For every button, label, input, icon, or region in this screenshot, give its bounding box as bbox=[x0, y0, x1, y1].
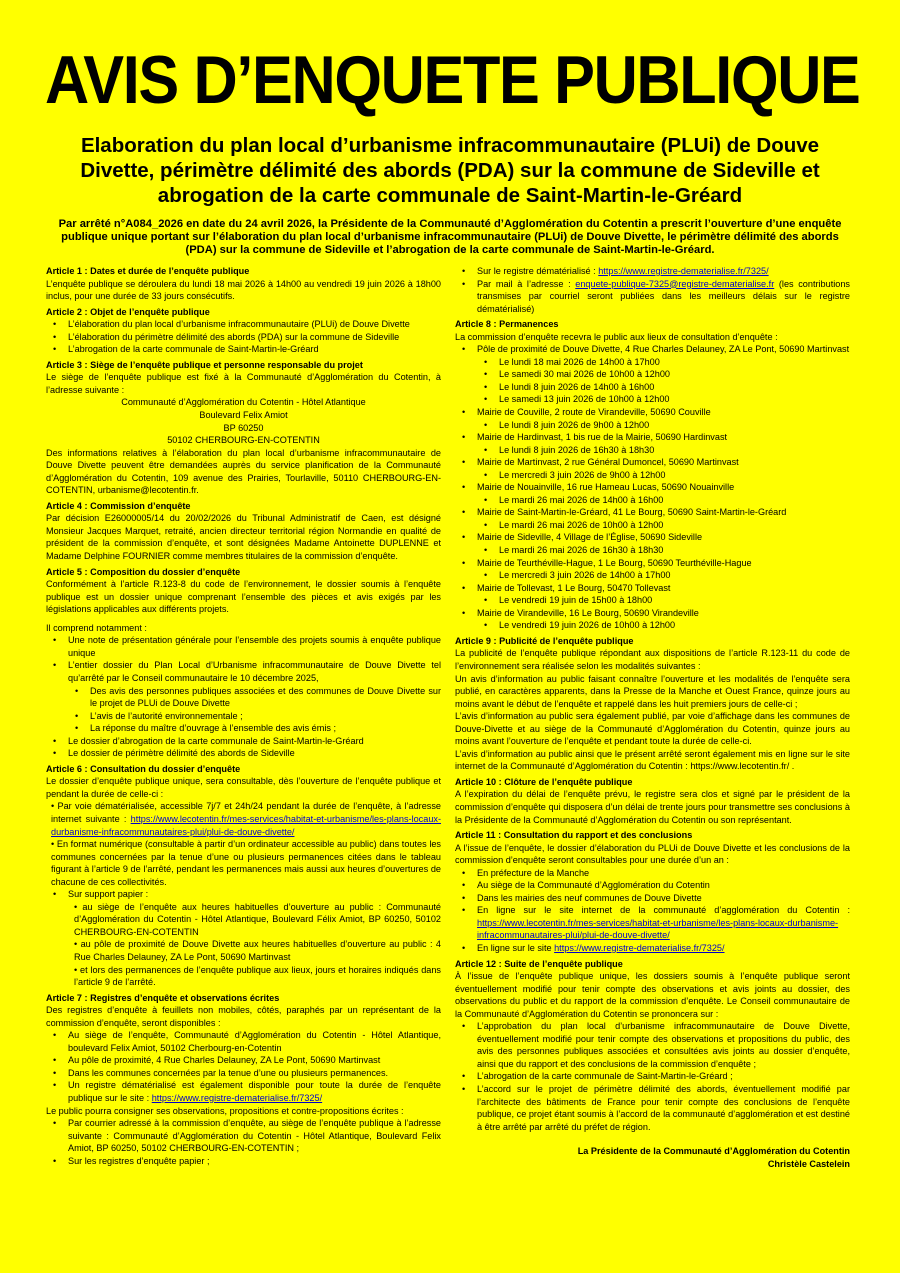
plui-link[interactable]: https://www.lecotentin.fr/mes-services/habitat-et-urbanisme/les-plans-locaux-durbanisme-infracommunautaires-plui/plui-de-douve-divette/ bbox=[477, 917, 839, 941]
place-item bbox=[455, 557, 850, 582]
place-name: Mairie de Couville, 2 route de Virandeville, 50690 Couville bbox=[477, 407, 711, 418]
list-item bbox=[46, 888, 441, 988]
list-item: • Au pôle de proximité, 4 Rue Charles Delauney, ZA Le Pont, 50690 Martinvast bbox=[46, 1054, 441, 1067]
article-10-text: A l’expiration du délai de l’enquête prévu, le registre sera clos et signé par le président de la commission d’enquête qui disposera d’un délai de trente jours pour transmettre ses conclusions à la Présidente de la Communauté d’Agglomération du Cotentin ou son représentant. bbox=[455, 789, 850, 825]
right-column bbox=[455, 265, 850, 1170]
article-6-online-text: • Par voie dématérialisée, accessible 7j/7 et 24h/24 pendant la durée de l’enquête, à l’adresse internet suivante : bbox=[51, 801, 441, 824]
list-item bbox=[46, 1079, 441, 1104]
list-item-text: Sur le registre dématérialisé : bbox=[477, 266, 596, 276]
article-7-observations-list-cont bbox=[455, 265, 850, 315]
intro-paragraph: Par arrêté n°A084_2026 en date du 24 avril 2026, la Présidente de la Communauté d’Agglomération du Cotentin a prescrit l’ouverture d’une enquête publique unique portant sur l’élaboration du plan local d’urbanisme infracommunautaire (PLUi) de Douve Divette, le périmètre délimité des abords (PDA) sur la commune de Sideville et l’abrogation de la carte communale de Saint-Martin-le-Gréard. bbox=[58, 218, 842, 256]
place-name: Mairie de Martinvast, 2 rue Général Dumoncel, 50690 Martinvast bbox=[477, 457, 739, 468]
address-line: 50102 CHERBOURG-EN-COTENTIN bbox=[167, 435, 320, 446]
dates-list bbox=[455, 594, 850, 607]
list-item: • Le dossier d’abrogation de la carte communale de Saint-Martin-le-Gréard bbox=[46, 735, 441, 748]
date-item: • Le lundi 8 juin 2026 de 14h00 à 16h00 bbox=[455, 381, 850, 394]
list-item: • Des avis des personnes publiques associées et des communes de Douve Divette sur le projet de PLUi de Douve Divette bbox=[46, 685, 441, 710]
article-1-heading: Article 1 : Dates et durée de l’enquête publique bbox=[46, 266, 250, 276]
article-3-info: Des informations relatives à l’élaboration du plan local d’urbanisme infracommunautaire de Douve Divette peuvent être demandées auprès du service planification de la Communauté d’Agglomération du Cotentin, 109 avenue des Prairies, Tourlaville, 50110 CHERBOURG-EN-COTENTIN, urbanisme@lecotentin.fr. bbox=[46, 447, 441, 496]
address-line: Boulevard Felix Amiot bbox=[199, 410, 288, 421]
date-item: • Le mardi 26 mai 2026 de 14h00 à 16h00 bbox=[455, 494, 850, 507]
address-line: Communauté d’Agglomération du Cotentin - Hôtel Atlantique bbox=[121, 397, 366, 408]
dates-list bbox=[455, 444, 850, 457]
article-2-list bbox=[46, 318, 441, 356]
date-item: • Le mercredi 3 juin 2026 de 9h00 à 12h00 bbox=[455, 469, 850, 482]
place-name: Mairie de Teurthéville-Hague, 1 Le Bourg, 50690 Teurthéville-Hague bbox=[477, 557, 752, 568]
date-item: • Le vendredi 19 juin 2026 de 10h00 à 12h00 bbox=[455, 619, 850, 632]
place-item bbox=[455, 582, 850, 607]
article-7-observations: Le public pourra consigner ses observations, propositions et contre-propositions écrites : bbox=[46, 1105, 404, 1116]
place-name: Mairie de Nouainville, 16 rue Hameau Lucas, 50690 Nouainville bbox=[477, 482, 735, 493]
list-item-text: Un registre dématérialisé est également disponible pour toute la durée de l’enquête publique sur le site : bbox=[68, 1080, 441, 1103]
list-item: • Au siège de la Communauté d’Agglomération du Cotentin bbox=[455, 879, 850, 892]
date-item: • Le samedi 30 mai 2026 de 10h00 à 12h00 bbox=[455, 368, 850, 381]
list-item-text: L’entier dossier du Plan Local d’Urbanisme infracommunautaire de Douve Divette tel qu’arrêté par le Conseil communautaire le 10 décembre 2025, bbox=[68, 660, 441, 683]
date-item: • Le vendredi 19 juin de 15h00 à 18h00 bbox=[455, 594, 850, 607]
place-item bbox=[455, 607, 850, 632]
list-item: • Au siège de l’enquête, Communauté d’Agglomération du Cotentin - Hôtel Atlantique, boulevard Felix Amiot, 50102 Cherbourg-en-Cotentin bbox=[46, 1029, 441, 1054]
article-9-text: L’avis d’information au public ainsi que le présent arrêté seront également mis en ligne sur le site internet de la Communauté d’Agglomération du Cotentin : https://www.lecotentin.fr/ . bbox=[455, 748, 850, 772]
subtitle: Elaboration du plan local d’urbanisme infracommunautaire (PLUi) de Douve Divette, périmètre délimité des abords (PDA) sur la commune de Sideville et abrogation de la carte communale de Saint-Martin-le-Gréard bbox=[80, 134, 820, 207]
list-item bbox=[455, 904, 850, 942]
article-5-text: Conformément à l’article R.123-8 du code de l’environnement, le dossier soumis à l’enquête publique est un dossier unique comprenant l’ensemble des pièces et avis exigés par les législations applicables aux différents projets. bbox=[46, 579, 441, 615]
registry-link[interactable]: https://www.registre-dematerialise.fr/7325/ bbox=[151, 1093, 323, 1103]
list-item bbox=[455, 278, 850, 316]
date-item: • Le lundi 18 mai 2026 de 14h00 à 17h00 bbox=[455, 356, 850, 369]
list-item: • En préfecture de la Manche bbox=[455, 867, 850, 880]
dates-list bbox=[455, 469, 850, 482]
signature-name: Christèle Castelein bbox=[767, 1158, 850, 1169]
support-item: • au siège de l’enquête aux heures habituelles d’ouverture au public : Communauté d’Agglomération du Cotentin - Hôtel Atlantique, Boulevard Félix Amiot, BP 60250, 50102 CHERBOURG-EN-COTENTIN bbox=[74, 901, 441, 937]
dates-list bbox=[455, 619, 850, 632]
article-5-heading: Article 5 : Composition du dossier d’enquête bbox=[46, 566, 241, 577]
article-8-text: La commission d’enquête recevra le public aux lieux de consultation d’enquête : bbox=[455, 331, 778, 342]
place-name: Mairie de Hardinvast, 1 bis rue de la Mairie, 50690 Hardinvast bbox=[477, 432, 728, 443]
support-item: • et lors des permanences de l’enquête publique aux lieux, jours et horaires indiqués dans l’article 9 de l’arrêté. bbox=[74, 964, 441, 988]
place-item bbox=[455, 481, 850, 506]
address-line: BP 60250 bbox=[223, 422, 264, 433]
article-5-intro: Il comprend notamment : bbox=[46, 622, 147, 633]
article-6-text: Le dossier d’enquête publique unique, sera consultable, dès l’ouverture de l’enquête publique et pendant la durée de celle-ci : bbox=[46, 776, 441, 799]
article-5-sublist bbox=[46, 685, 441, 735]
list-item: • L’élaboration du périmètre délimité des abords (PDA) sur la commune de Sideville bbox=[46, 331, 441, 344]
article-7-heading: Article 7 : Registres d’enquête et observations écrites bbox=[46, 992, 280, 1003]
list-item bbox=[455, 265, 850, 278]
article-12-list bbox=[455, 1020, 850, 1133]
place-item bbox=[455, 531, 850, 556]
place-name: Mairie de Tollevast, 1 Le Bourg, 50470 Tollevast bbox=[477, 582, 671, 593]
article-9-text: L’avis d’information au public sera également publié, par voie d’affichage dans les communes de Douve-Divette et au siège de la Communauté d’Agglomération du Cotentin, quinze jours au moins avant l’ouverture de l’enquête et pendant toute la durée de celle-ci. bbox=[455, 711, 850, 747]
article-8-heading: Article 8 : Permanences bbox=[455, 319, 559, 330]
list-item: • Une note de présentation générale pour l’ensemble des projets soumis à enquête publique unique bbox=[46, 634, 441, 659]
registry-link[interactable]: https://www.registre-dematerialise.fr/7325/ bbox=[554, 942, 725, 953]
article-6-online bbox=[46, 800, 441, 838]
list-item-text: (les contributions transmises par courriel seront publiées dans les meilleurs délais sur le registre dématérialisé) bbox=[477, 278, 850, 314]
list-item: • L’élaboration du plan local d’urbanisme infracommunautaire (PLUi) de Douve Divette bbox=[46, 318, 441, 331]
article-11-text: A l’issue de l’enquête, le dossier d’élaboration du PLUi de Douve Divette et les conclusions de la commission d’enquête seront consultables pour une durée d’un an : bbox=[455, 842, 850, 866]
email-link[interactable]: enquete-publique-7325@registre-dematerialise.fr bbox=[575, 278, 775, 289]
article-2-heading: Article 2 : Objet de l’enquête publique bbox=[46, 306, 210, 317]
dates-list bbox=[455, 569, 850, 582]
list-item-text: En ligne sur le site internet de la communauté d’agglomération du Cotentin : bbox=[477, 905, 850, 916]
list-item: • Dans les communes concernées par la tenue d’une ou plusieurs permanences. bbox=[46, 1067, 441, 1080]
dates-list bbox=[455, 544, 850, 557]
place-item bbox=[455, 506, 850, 531]
article-6-digital: • En format numérique (consultable à partir d’un ordinateur accessible au public) dans toutes les communes concernées par la tenue d’une ou plusieurs permanences citées dans le tableau figurant à l’article 9 de l’arrêté, pendant les permanences mais aussi aux heures d’ouvertures de chacune de ces collectivités. bbox=[51, 839, 441, 887]
signature bbox=[455, 1145, 850, 1170]
list-item: • Dans les mairies des neuf communes de Douve Divette bbox=[455, 892, 850, 905]
left-column bbox=[46, 265, 441, 1167]
list-item: • L’abrogation de la carte communale de Saint-Martin-le-Gréard bbox=[46, 343, 441, 356]
date-item: • Le lundi 8 juin 2026 de 16h30 à 18h30 bbox=[455, 444, 850, 457]
plui-link[interactable]: https://www.lecotentin.fr/mes-services/habitat-et-urbanisme/les-plans-locaux-durbanisme-infracommunautaires-plui/plui-de-douve-divette/ bbox=[51, 813, 441, 837]
article-1-text: L’enquête publique se déroulera du lundi 18 mai 2026 à 14h00 au vendredi 19 juin 2026 à 18h00 inclus, pour une durée de 33 jours consécutifs. bbox=[46, 278, 441, 302]
date-item: • Le lundi 8 juin 2026 de 9h00 à 12h00 bbox=[455, 419, 850, 432]
page-title: AVIS D’ENQUETE PUBLIQUE bbox=[45, 42, 860, 118]
dates-list bbox=[455, 519, 850, 532]
list-item-text: En ligne sur le site bbox=[477, 942, 552, 953]
place-item bbox=[455, 343, 850, 406]
article-4-heading: Article 4 : Commission d’enquête bbox=[46, 500, 191, 511]
article-5-list bbox=[46, 634, 441, 759]
permanences-list bbox=[455, 343, 850, 632]
article-7-list bbox=[46, 1029, 441, 1104]
article-9-heading: Article 9 : Publicité de l’enquête publique bbox=[455, 635, 634, 646]
place-item bbox=[455, 456, 850, 481]
dates-list bbox=[455, 419, 850, 432]
article-7-observations-list bbox=[46, 1117, 441, 1167]
list-item: • Sur les registres d’enquête papier ; bbox=[46, 1155, 441, 1168]
article-10-heading: Article 10 : Clôture de l’enquête publique bbox=[455, 776, 633, 787]
list-item-text: Sur support papier : bbox=[68, 889, 149, 900]
list-item: • L’avis de l’autorité environnementale ; bbox=[46, 710, 441, 723]
article-9-text: Un avis d’information au public faisant connaître l’ouverture et les modalités de l’enquête sera publié, en caractères apparents, dans la Presse de la Manche et Ouest France, quinze jours au moins avant le début de l’enquête et rappelé dans les huit premiers jours de celle-ci ; bbox=[455, 673, 850, 709]
date-item: • Le samedi 13 juin 2026 de 10h00 à 12h00 bbox=[455, 393, 850, 406]
article-4-text: Par décision E26000005/14 du 20/02/2026 du Tribunal Administratif de Caen, est désigné Monsieur Jacques Marquet, retraité, ancien directeur territorial région Normandie en qualité de président de la commission d’enquête, et sont désignées Madame Antoinette DUPLENNE et Madame Delphine FOURNIER comme membres titulaires de la commission d’enquête. bbox=[46, 513, 441, 562]
list-item: • Le dossier de périmètre délimité des abords de Sideville bbox=[46, 747, 441, 760]
article-6-list bbox=[46, 888, 441, 988]
article-12-heading: Article 12 : Suite de l’enquête publique bbox=[455, 958, 623, 969]
list-item: • L’accord sur le projet de périmètre délimité des abords, éventuellement modifié par l’architecte des bâtiments de France pour tenir compte des conclusions de l’enquête publique, ce projet étant soumis à l’accord de la communauté d’agglomération et est destiné à être arrêté par arrêté du préfet de région. bbox=[455, 1083, 850, 1133]
article-7-text: Des registres d’enquête à feuillets non mobiles, côtés, paraphés par un représentant de la commission d’enquête, seront disponibles : bbox=[46, 1005, 441, 1028]
article-6-heading: Article 6 : Consultation du dossier d’enquête bbox=[46, 763, 241, 774]
article-3-heading: Article 3 : Siège de l’enquête publique et personne responsable du projet bbox=[46, 359, 363, 370]
article-11-heading: Article 11 : Consultation du rapport et des conclusions bbox=[455, 830, 693, 841]
support-item: • au pôle de proximité de Douve Divette aux heures habituelles d’ouverture au public : 4 Rue Charles Delauney, ZA Le Pont, 50690 Martinvast bbox=[74, 939, 441, 962]
list-item: • Par courrier adressé à la commission d’enquête, au siège de l’enquête publique à l’adresse suivante : Communauté d’Agglomération du Cotentin - Hôtel Atlantique, Boulevard Felix Amiot, BP 60250, 50102 CHERBOURG-EN-COTENTIN ; bbox=[46, 1117, 441, 1155]
signature-title: La Présidente de la Communauté d’Agglomération du Cotentin bbox=[577, 1146, 850, 1157]
dates-list bbox=[455, 356, 850, 406]
date-item: • Le mercredi 3 juin 2026 de 14h00 à 17h00 bbox=[455, 569, 850, 582]
place-name: Mairie de Saint-Martin-le-Gréard, 41 Le Bourg, 50690 Saint-Martin-le-Gréard bbox=[477, 507, 787, 518]
date-item: • Le mardi 26 mai 2026 de 10h00 à 12h00 bbox=[455, 519, 850, 532]
place-name: Mairie de Virandeville, 16 Le Bourg, 50690 Virandeville bbox=[477, 607, 699, 618]
registry-link[interactable]: https://www.registre-dematerialise.fr/7325/ bbox=[598, 266, 769, 276]
place-name: Pôle de proximité de Douve Divette, 4 Rue Charles Delauney, ZA Le Pont, 50690 Martinvast bbox=[477, 344, 850, 355]
article-12-text: À l’issue de l’enquête publique unique, les dossiers soumis à l’enquête publique seront éventuellement modifié pour tenir compte des observations et avis joints au dossier, des observations du public et du rapport de la commission d’enquête. Le Conseil communautaire de la Communauté d’Agglomération du Cotentin se prononcera sur : bbox=[455, 971, 850, 1019]
list-item bbox=[46, 659, 441, 734]
list-item: • L’abrogation de la carte communale de Saint-Martin-le-Gréard ; bbox=[455, 1070, 850, 1083]
place-item bbox=[455, 431, 850, 456]
dates-list bbox=[455, 494, 850, 507]
list-item: • La réponse du maître d’ouvrage à l’ensemble des avis émis ; bbox=[46, 722, 441, 735]
article-3-text: Le siège de l’enquête publique est fixé à la Communauté d’Agglomération du Cotentin, à l’adresse suivante : bbox=[46, 372, 441, 395]
article-11-list bbox=[455, 867, 850, 955]
date-item: • Le mardi 26 mai 2026 de 16h30 à 18h30 bbox=[455, 544, 850, 557]
place-name: Mairie de Sideville, 4 Village de l’Église, 50690 Sideville bbox=[477, 532, 703, 543]
list-item-text: Par mail à l’adresse : bbox=[477, 278, 571, 289]
list-item bbox=[455, 942, 850, 955]
place-item bbox=[455, 406, 850, 431]
list-item: • L’approbation du plan local d’urbanisme infracommunautaire de Douve Divette, éventuellement modifié pour tenir compte des observations et propositions du public, des avis des personnes publiques associées et consultées avis joints au dossier d’enquête, ainsi que du rapport et des conclusions de la commission d’enquête ; bbox=[455, 1020, 850, 1070]
article-9-text: La publicité de l’enquête publique répondant aux dispositions de l’article R.123-11 du code de l’environnement sera réalisée selon les modalités suivantes : bbox=[455, 648, 850, 671]
